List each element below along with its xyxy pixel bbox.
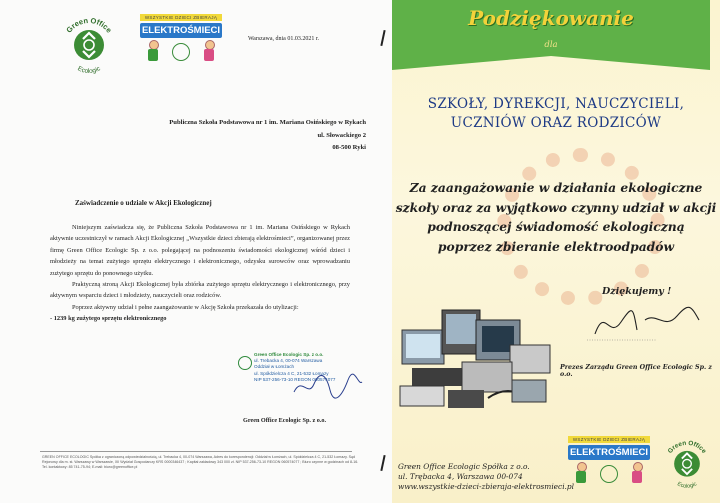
document-date: Warszawa, dnia 01.03.2021 r. [248, 36, 319, 42]
body-paragraph: Poprzez aktywny udział i pełne zaangażowanie w Akcję Szkoła przekazała do utylizacji: [72, 303, 299, 311]
certificate-title: Podziękowanie [468, 6, 634, 30]
kid-figure-icon [202, 40, 216, 62]
stamp-logo-icon [238, 356, 252, 370]
elektro-logo-top: WSZYSTKIE DZIECI ZBIERAJĄ [140, 14, 222, 21]
certificate-thanks-text [392, 178, 720, 256]
stamp-line: Oddział w Łomżach [254, 364, 295, 370]
svg-text:Green Office: Green Office [64, 15, 114, 35]
thanks-line: poprzez zbieranie elektroodpadów [437, 238, 675, 254]
green-office-logo [657, 432, 717, 492]
stamp-line: ul. Spółdzielcza 4 C, 21-532 Łomazy [254, 370, 329, 376]
green-office-logo [54, 8, 124, 78]
staple-pin [380, 455, 385, 471]
recycle-globe-icon [657, 432, 717, 492]
body-paragraph: Niniejszym zaświadcza się, że Publiczna Szkoła Podstawowa nr 1 im. Mariana Osińskiego w Rykach aktywnie uczestniczył w ramach Akcji Ekologicznej „Wszystkie dzieci zbierają elektrośmieci”, organizowanej przez firmę Green Office Ecologic Sp. z o.o. polegającej na podnoszeniu świadomości ekologicznej wśród dzieci i młodzieży na temat zużytego sprzętu elektrycznego i elektronicznego, odzysku surowców oraz wprowadzaniu zużytego sprzętu do ponownego użytku. [50, 224, 350, 277]
svg-text:Ecologic: Ecologic [676, 481, 698, 490]
body-paragraph: Praktyczną stroną Akcji Ekologicznej była zbiórka zużytego sprzętu elektrycznego i elektronicznego, przy aktywnym wsparciu dzieci i młodzieży, nauczycieli oraz rodziców. [50, 281, 350, 300]
company-name-signature: Green Office Ecologic Sp. z o.o. [243, 417, 327, 424]
footer-line: ul. Trębacka 4, Warszawa 00-074 [398, 472, 523, 481]
elektrosmieci-logo [140, 14, 222, 72]
staple-pin [380, 30, 385, 46]
elektro-kids-illustration [568, 462, 650, 484]
thank-you-certificate-page [392, 0, 720, 503]
handwritten-signature [290, 372, 365, 400]
recycle-icon [600, 465, 618, 483]
address-line: 08-500 Ryki [332, 144, 366, 151]
footer-website-link[interactable]: www.wszystkie-dzieci-zbieraja-elektrosmieci.pl [398, 482, 574, 491]
document-body [50, 222, 350, 325]
kid-figure-icon [630, 462, 644, 484]
elektro-logo-top: WSZYSTKIE DZIECI ZBIERAJĄ [568, 436, 650, 443]
stamp-line: NIP 537-256-73-10 REGON 060574077 [254, 376, 336, 382]
elektrosmieci-logo [568, 436, 650, 492]
recipient-address [169, 117, 366, 155]
recycle-globe-icon [54, 8, 124, 78]
recipients-line: UCZNIÓW ORAZ RODZICÓW [450, 115, 662, 131]
thanks-line: podnoszącej świadomość ekologiczną [427, 219, 685, 234]
stamp-line: Green Office Ecologic Sp. z o.o. [254, 352, 324, 357]
kid-figure-icon [574, 462, 588, 484]
address-line: Publiczna Szkoła Podstawowa nr 1 im. Mariana Osińskiego w Rykach [169, 119, 366, 126]
thanks-line: szkoły oraz za wyjątkowo czynny udział w akcji [395, 199, 717, 215]
recipients-line: SZKOŁY, DYREKCJI, NAUCZYCIELI, [427, 96, 685, 112]
recycle-icon [172, 43, 190, 61]
footer-line: Green Office Ecologic Spółka z o.o. [398, 462, 530, 471]
document-title: Zaświadczenie o udziale w Akcji Ekologicznej [75, 199, 212, 207]
certificate-footer [398, 462, 574, 492]
footer-divider [40, 451, 352, 452]
elektro-kids-illustration [140, 40, 222, 62]
thank-you-sign-off: Dziękujemy ! [602, 286, 672, 297]
svg-text:Ecologic: Ecologic [76, 65, 102, 76]
elektro-logo-badge: ELEKTROŚMIECI [569, 447, 649, 458]
thanks-line: Za zaangażowanie w działania ekologiczne [409, 180, 703, 195]
board-president-caption: Prezes Zarządu Green Office Ecologic Sp. z o.o. [560, 364, 712, 378]
company-footer-details: GREEN OFFICE ECOLOGIC Spółka z ograniczoną odpowiedzialnością, ul. Trebacka 4, 00-074 Warszawa, Adres do korespondencji: Oddział w Łomżach, ul. Spółdzielcza 4 C, 21-532 Łomazy. Sąd Rejonowy dla m. st. Warszawy w Warszawie, XII Wydział Gospodarczy KRS 0000346437 ; Kapitał zakładowy 343 000 zł. NIP 537-256-73-10 REGON 060574077 ; Biuro czynne w godzinach od 8-16. Tel. kontaktowy: 85 741-75-94; E-mail: biuro@greenoffice.pl [42, 455, 359, 470]
address-line: ul. Słowackiego 2 [317, 131, 366, 139]
kid-figure-icon [146, 40, 160, 62]
certificate-recipients [392, 95, 720, 133]
stamp-line: ul. Trebacka 4, 00-074 Warszawa [254, 358, 323, 364]
elektro-logo-badge: ELEKTROŚMIECI [141, 25, 221, 36]
svg-text:Green Office: Green Office [666, 439, 708, 455]
electronic-waste-illustration [392, 290, 562, 420]
president-signature [587, 300, 707, 345]
collected-amount: - 1239 kg zużytego sprzętu elektronicznego [50, 315, 167, 323]
certificate-subtitle: dla [544, 40, 558, 50]
